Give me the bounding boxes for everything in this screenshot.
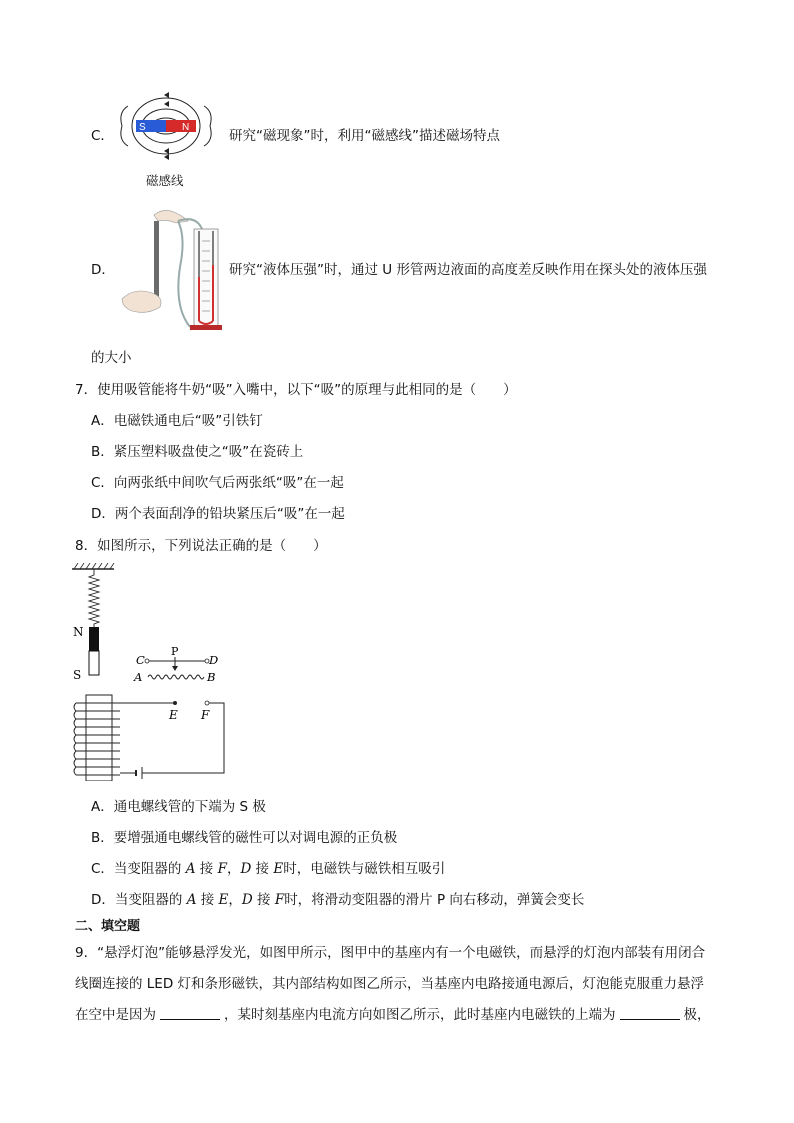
option-d-text: 研究“液体压强”时，通过 U 形管两边液面的高度差反映作用在探头处的液体压强 <box>229 262 707 278</box>
figure-caption: 磁感线 <box>146 173 184 188</box>
answer-blank-2[interactable] <box>620 1007 680 1020</box>
option-d-text-cont: 的大小 <box>91 350 132 366</box>
q9-line-1: 9．“悬浮灯泡”能够悬浮发光，如图甲所示，图甲中的基座内有一个电磁铁，而悬浮的灯泡内部装有用闭合 <box>75 945 706 961</box>
magnet-n-label: N <box>182 122 190 133</box>
option-c-letter: C． <box>91 128 114 144</box>
magnet-n-label: N <box>73 625 84 639</box>
magnet-s-label: S <box>139 122 146 133</box>
q7-option-d: D．两个表面刮净的铅块紧压后“吸”在一起 <box>91 506 345 522</box>
q7-option-b: B．紧压塑料吸盘使之“吸”在瓷砖上 <box>91 444 304 460</box>
section-heading: 二、填空题 <box>75 919 141 934</box>
q8-option-b: B．要增强通电螺线管的磁性可以对调电源的正负极 <box>91 830 398 846</box>
terminal-a-label: A <box>134 670 143 684</box>
magnet-s-label: S <box>73 668 82 682</box>
option-c-text: 研究“磁现象”时，利用“磁感线”描述磁场特点 <box>229 128 500 144</box>
magnet-n-pole <box>166 120 196 132</box>
q7-option-c: C．向两张纸中间吹气后两张纸“吸”在一起 <box>91 475 344 491</box>
q8-option-d: D．当变阻器的 A 接 E，D 接 F时，将滑动变阻器的滑片 P 向右移动，弹簧会变长 <box>91 892 585 908</box>
magnetic-field-figure <box>118 82 214 192</box>
q7-stem: 7．使用吸管能将牛奶“吸”入嘴中，以下“吸”的原理与此相同的是（ ） <box>75 382 517 398</box>
slider-p-label: P <box>171 645 179 658</box>
answer-blank-1[interactable] <box>160 1007 220 1020</box>
terminal-c-label: C <box>136 653 145 667</box>
q9-line-2: 线圈连接的 LED 灯和条形磁铁，其内部结构如图乙所示，当基座内电路接通电源后，灯泡能克服重力悬浮 <box>75 976 705 992</box>
q8-option-a: A．通电螺线管的下端为 S 极 <box>91 799 266 815</box>
q7-option-a: A．电磁铁通电后“吸”引铁钉 <box>91 413 263 429</box>
electromagnet-circuit-figure <box>70 563 230 781</box>
terminal-f-label: F <box>201 708 210 722</box>
option-d-letter: D． <box>91 262 115 278</box>
terminal-e-label: E <box>169 708 178 722</box>
terminal-b-label: B <box>207 670 216 684</box>
u-tube-pressure-figure <box>118 207 222 333</box>
q8-option-c: C．当变阻器的 A 接 F，D 接 E时，电磁铁与磁铁相互吸引 <box>91 861 446 877</box>
q9-line-3: 在空中是因为 ，某时刻基座内电流方向如图乙所示，此时基座内电磁铁的上端为 极， <box>75 1007 711 1023</box>
q8-stem: 8．如图所示，下列说法正确的是（ ） <box>75 538 327 554</box>
terminal-d-label: D <box>209 653 219 667</box>
